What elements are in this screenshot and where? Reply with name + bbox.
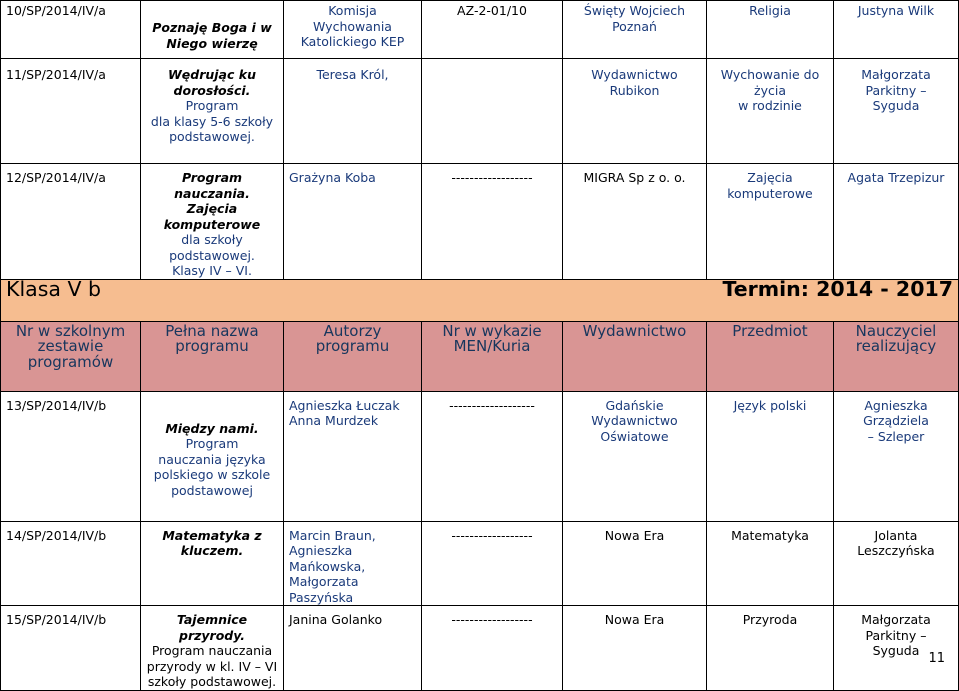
program-cell: Program nauczania. Zajęcia komputerowe dla szkoły podstawowej. Klasy IV – VI. <box>141 164 284 280</box>
nr-cell: 11/SP/2014/IV/a <box>1 59 141 164</box>
column-header-row <box>1 321 959 391</box>
nr-cell: 12/SP/2014/IV/a <box>1 164 141 280</box>
przedmiot-cell: Wychowanie do życia w rodzinie <box>707 59 834 164</box>
term-title: Termin: 2014 - 2017 <box>722 279 953 301</box>
class-band <box>1 279 959 321</box>
class-title: Klasa V b <box>6 279 102 301</box>
table-row <box>1 59 959 164</box>
wydawnictwo-cell: MIGRA Sp z o. o. <box>563 164 707 280</box>
przedmiot-cell: Język polski <box>707 391 834 521</box>
nr-cell: 15/SP/2014/IV/b <box>1 606 141 691</box>
wykaz-cell: ------------------- <box>422 391 563 521</box>
autorzy-cell: Agnieszka Łuczak Anna Murdzek <box>284 391 422 521</box>
autorzy-cell: Grażyna Koba <box>284 164 422 280</box>
wydawnictwo-cell: Nowa Era <box>563 606 707 691</box>
wykaz-cell: ------------------ <box>422 606 563 691</box>
przedmiot-cell: Przyroda <box>707 606 834 691</box>
autorzy-cell: Janina Golanko <box>284 606 422 691</box>
header-nr: Nr w szkolnym zestawie programów <box>1 321 141 391</box>
autorzy-cell: Teresa Król, <box>284 59 422 164</box>
nr-cell: 10/SP/2014/IV/a <box>1 1 141 59</box>
page-number: 11 <box>928 651 945 666</box>
nr-cell: 13/SP/2014/IV/b <box>1 391 141 521</box>
nauczyciel-cell: Małgorzata Parkitny – Syguda <box>834 59 959 164</box>
wydawnictwo-cell: Gdańskie Wydawnictwo Oświatowe <box>563 391 707 521</box>
nauczyciel-cell: Małgorzata Parkitny – Syguda <box>834 606 959 691</box>
nauczyciel-cell: Agnieszka Grządziela – Szleper <box>834 391 959 521</box>
header-wykaz: Nr w wykazie MEN/Kuria <box>422 321 563 391</box>
autorzy-cell: Komisja Wychowania Katolickiego KEP <box>284 1 422 59</box>
wykaz-cell <box>422 59 563 164</box>
header-przedmiot: Przedmiot <box>707 321 834 391</box>
program-cell: Tajemnice przyrody. Program nauczania przyrody w kl. IV – VI szkoły podstawowej. <box>141 606 284 691</box>
header-wydawnictwo: Wydawnictwo <box>563 321 707 391</box>
program-cell: Matematyka z kluczem. <box>141 521 284 606</box>
program-cell: Poznaję Boga i w Niego wierzę <box>141 1 284 59</box>
przedmiot-cell: Zajęcia komputerowe <box>707 164 834 280</box>
table-row <box>1 521 959 606</box>
wydawnictwo-cell: Nowa Era <box>563 521 707 606</box>
wykaz-cell: ------------------ <box>422 164 563 280</box>
wykaz-cell: ------------------ <box>422 521 563 606</box>
nr-cell: 14/SP/2014/IV/b <box>1 521 141 606</box>
class-band-cell <box>1 279 959 321</box>
header-autorzy: Autorzy programu <box>284 321 422 391</box>
nauczyciel-cell: Jolanta Leszczyńska <box>834 521 959 606</box>
wykaz-cell: AZ-2-01/10 <box>422 1 563 59</box>
przedmiot-cell: Religia <box>707 1 834 59</box>
table-row <box>1 606 959 691</box>
table-row <box>1 1 959 59</box>
wydawnictwo-cell: Święty Wojciech Poznań <box>563 1 707 59</box>
table-row <box>1 391 959 521</box>
nauczyciel-cell: Justyna Wilk <box>834 1 959 59</box>
nauczyciel-cell: Agata Trzepizur <box>834 164 959 280</box>
header-nauczyciel: Nauczyciel realizujący <box>834 321 959 391</box>
program-cell: Między nami. Program nauczania języka polskiego w szkole podstawowej <box>141 391 284 521</box>
przedmiot-cell: Matematyka <box>707 521 834 606</box>
autorzy-cell: Marcin Braun, Agnieszka Mańkowska, Małgorzata Paszyńska <box>284 521 422 606</box>
wydawnictwo-cell: Wydawnictwo Rubikon <box>563 59 707 164</box>
table-row <box>1 164 959 280</box>
header-program: Pełna nazwa programu <box>141 321 284 391</box>
program-cell: Wędrując ku dorosłości. Program dla klasy 5-6 szkoły podstawowej. <box>141 59 284 164</box>
